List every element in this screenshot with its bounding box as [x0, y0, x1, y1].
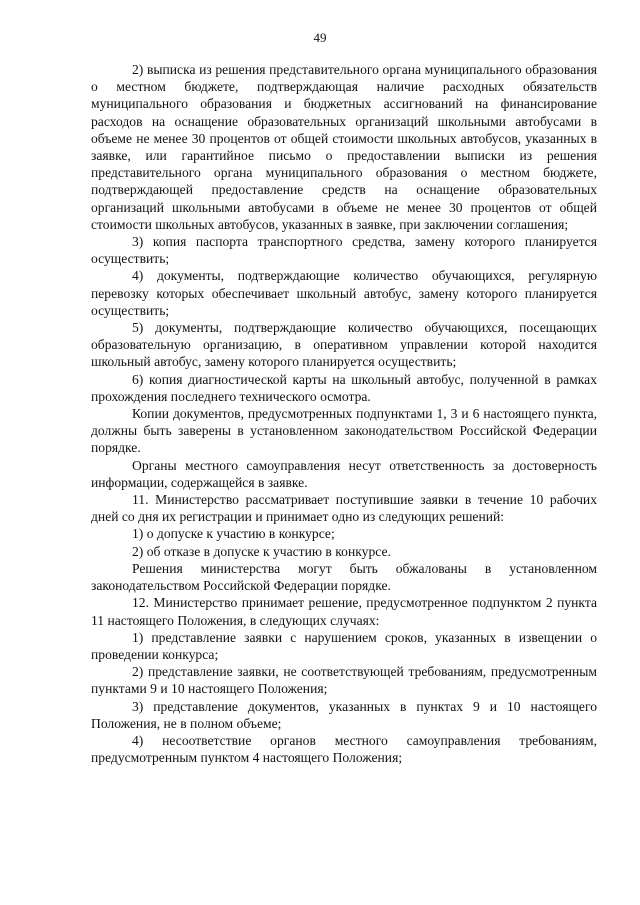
- paragraph: 12. Министерство принимает решение, предусмотренное подпунктом 2 пункта 11 настоящего Положения, в следующих случаях:: [91, 595, 597, 628]
- page-number: 49: [313, 30, 327, 45]
- paragraph: Решения министерства могут быть обжалованы в установленном законодательством Российской Федерации порядке.: [91, 560, 597, 594]
- paragraph: Органы местного самоуправления несут ответственность за достоверность информации, содержащейся в заявке.: [91, 457, 597, 490]
- paragraph: 4) несоответствие органов местного самоуправления требованиям, предусмотренным пунктом 4 настоящего Положения;: [91, 732, 597, 766]
- paragraph: 3) представление документов, указанных в пунктах 9 и 10 настоящего Положения, не в полном объеме;: [91, 698, 597, 731]
- paragraph: 4) документы, подтверждающие количество обучающихся, регулярную перевозку которых обеспечивает школьный автобус, замену которого планируется осуществить;: [91, 268, 597, 318]
- paragraph: 2) выписка из решения представительного органа муниципального образования о местном бюджете, подтверждающая наличие расходных обязательств муниципального образования и бюджетных ассигнований на финансирование расходов на оснащение образовательных организаций школьными автобусами в объеме не менее 30 процентов от общей стоимости школьных автобусов, указанных в заявке, или гарантийное письмо о предоставлении выписки из решения представительного органа муниципального образования о местном бюджете, подтверждающей предоставление средств на оснащение образовательных организаций школьными автобусами в объеме не менее 30 процентов от общей стоимости школьных автобусов, указанных в заявке, при заключении соглашения;: [91, 62, 597, 232]
- document-body: [91, 61, 597, 766]
- paragraph: 1) представление заявки с нарушением сроков, указанных в извещении о проведении конкурса;: [91, 629, 597, 662]
- paragraph: 2) об отказе в допуске к участию в конкурсе.: [132, 543, 391, 559]
- paragraph: 11. Министерство рассматривает поступившие заявки в течение 10 рабочих дней со дня их регистрации и принимает одно из следующих решений:: [91, 492, 597, 525]
- paragraph: 2) представление заявки, не соответствующей требованиям, предусмотренным пунктами 9 и 10 настоящего Положения;: [91, 664, 597, 697]
- paragraph: 1) о допуске к участию в конкурсе;: [132, 526, 335, 542]
- paragraph: Копии документов, предусмотренных подпунктами 1, 3 и 6 настоящего пункта, должны быть заверены в установленном законодательством Российской Федерации порядке.: [91, 406, 597, 456]
- paragraph: 6) копия диагностической карты на школьный автобус, полученной в рамках прохождения последнего технического осмотра.: [91, 371, 597, 404]
- paragraph: 5) документы, подтверждающие количество обучающихся, посещающих образовательную организацию, в оперативном управлении которой находится школьный автобус, замену которого планируется осуществить;: [91, 320, 597, 370]
- paragraph: 3) копия паспорта транспортного средства, замену которого планируется осуществить;: [91, 234, 597, 267]
